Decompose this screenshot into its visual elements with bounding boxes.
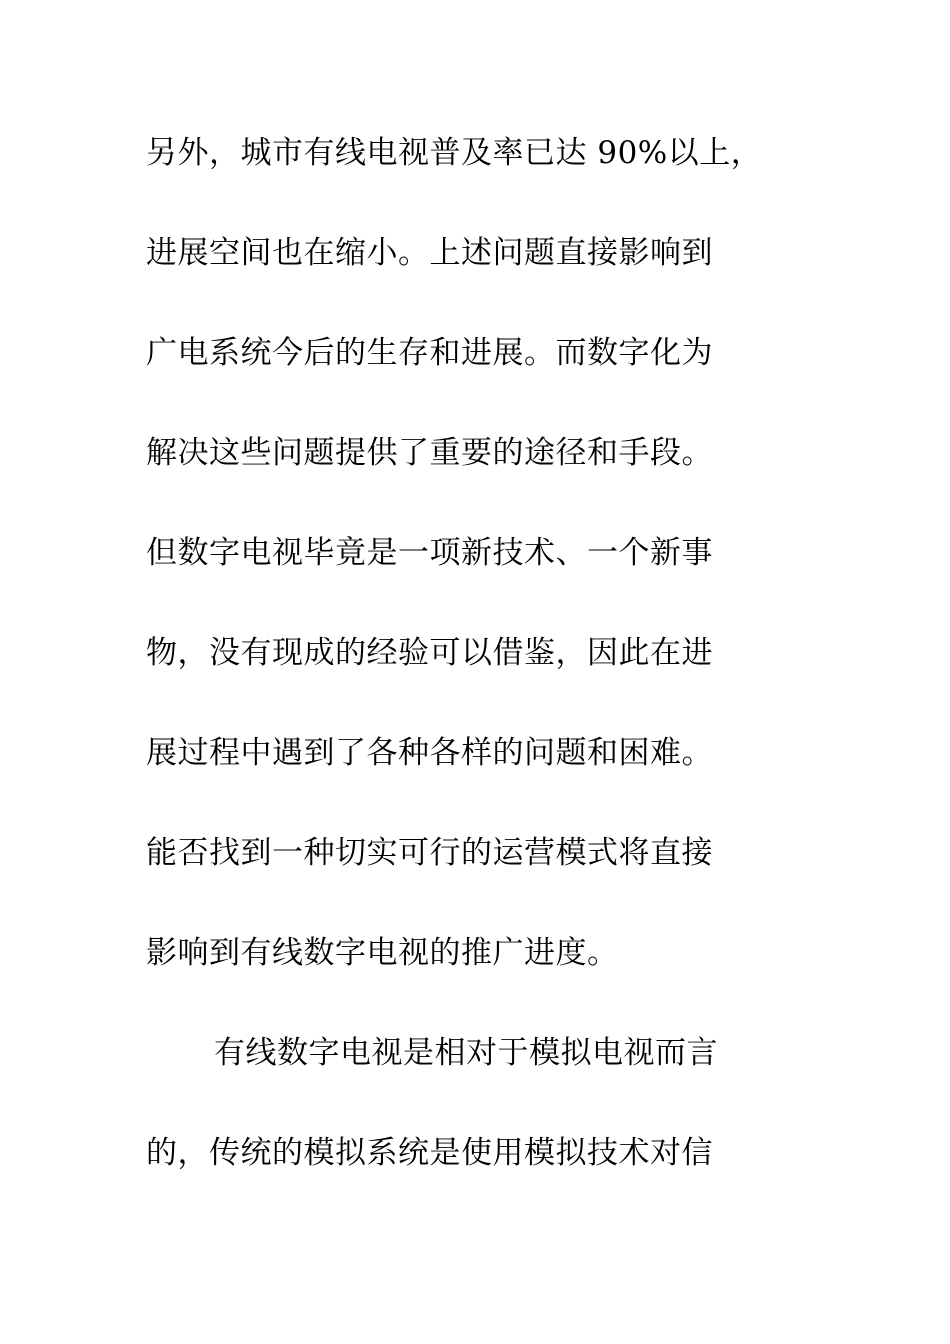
paragraph-start-line: 有线数字电视是相对于模拟电视而言 [214,1035,718,1071]
text-line: 物，没有现成的经验可以借鉴，因此在进 [146,635,713,671]
text-line: 能否找到一种切实可行的运营模式将直接 [146,835,713,871]
text-line: 展过程中遇到了各种各样的问题和困难。 [146,735,713,771]
text-line: 广电系统今后的生存和进展。而数字化为 [146,335,713,371]
text-line: 解决这些问题提供了重要的途径和手段。 [146,435,713,471]
text-line: 另外，城市有线电视普及率已达 90%以上， [146,135,763,171]
text-line: 的，传统的模拟系统是使用模拟技术对信 [146,1135,713,1171]
text-line: 但数字电视毕竟是一项新技术、一个新事 [146,535,713,571]
text-line: 影响到有线数字电视的推广进度。 [146,935,619,971]
body-text [146,128,786,1228]
text-line: 进展空间也在缩小。上述问题直接影响到 [146,235,713,271]
